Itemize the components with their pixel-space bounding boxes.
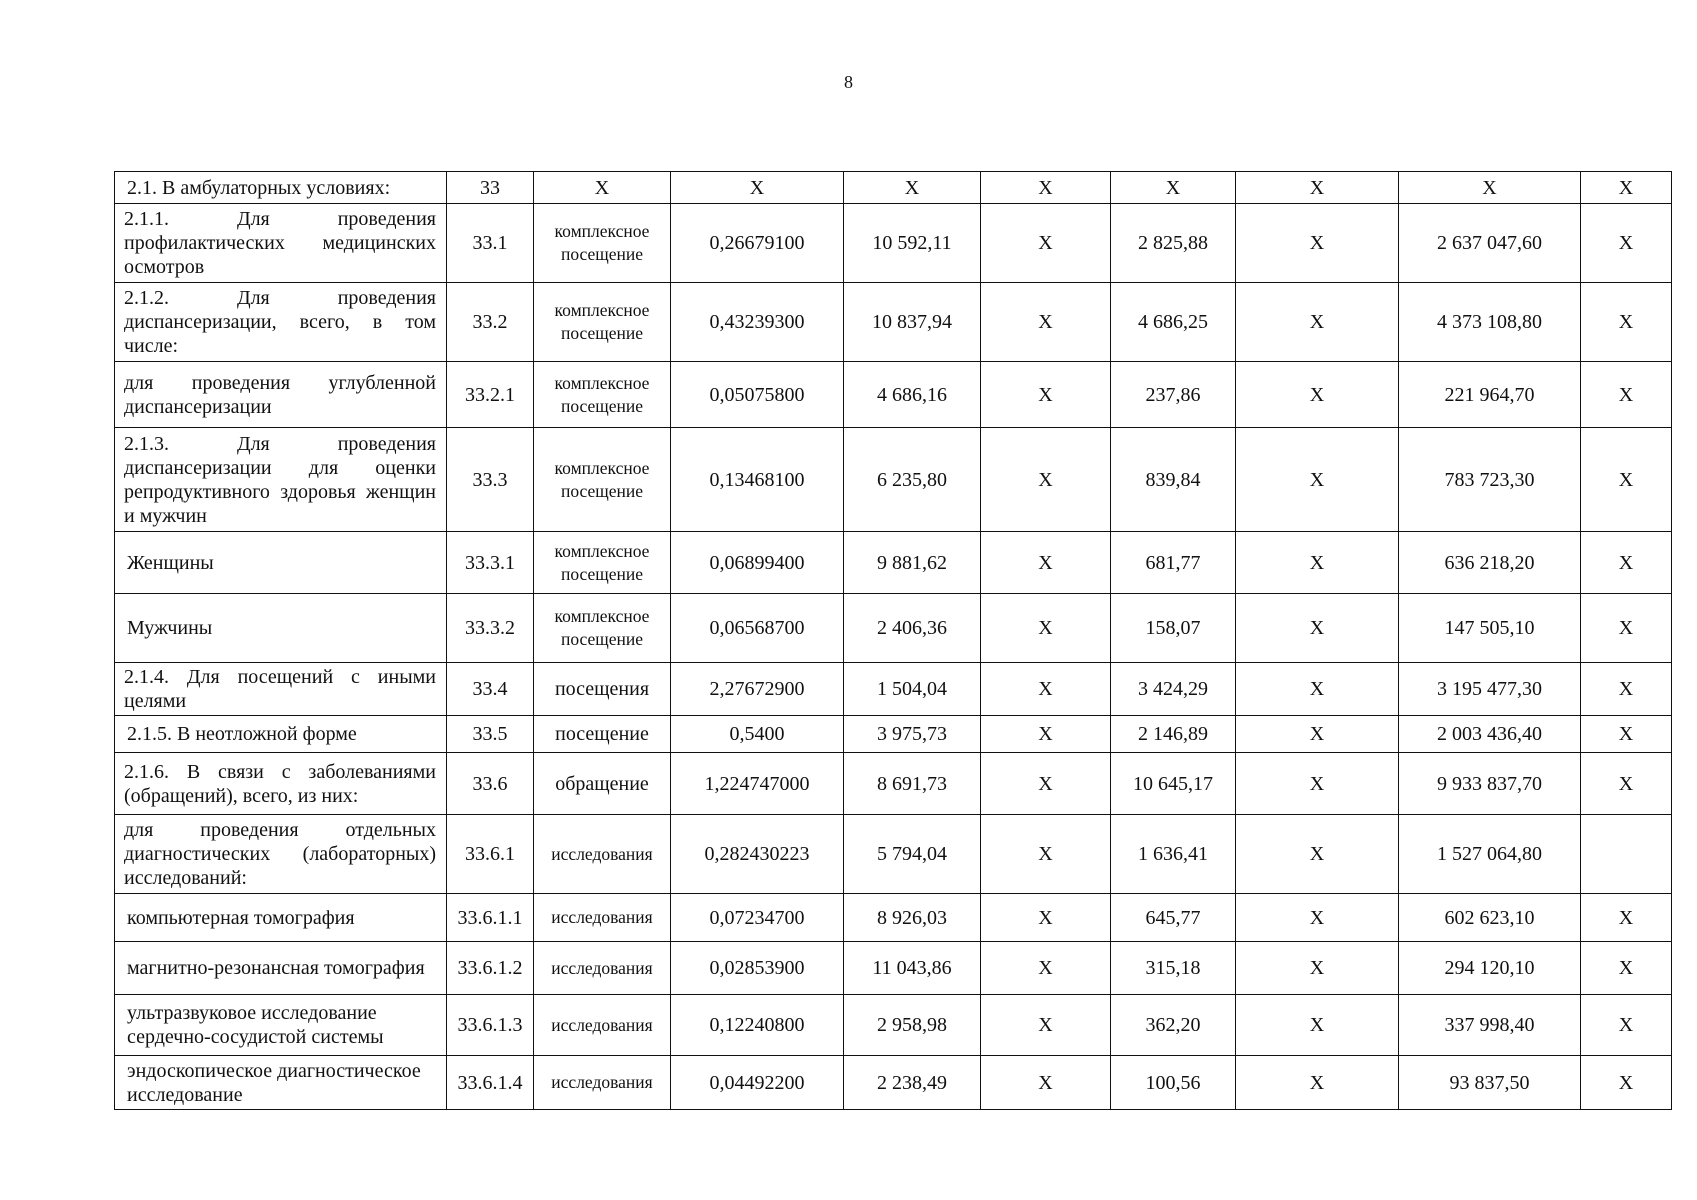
- value-cell: X: [1581, 753, 1672, 815]
- row-name-cell: 2.1.5. В неотложной форме: [115, 716, 447, 753]
- value-cell: 2 637 047,60: [1399, 204, 1581, 283]
- table-row: [115, 942, 1672, 995]
- table-row: [115, 204, 1672, 283]
- value-cell: X: [981, 283, 1111, 362]
- value-cell: X: [1399, 172, 1581, 204]
- value-cell: 602 623,10: [1399, 894, 1581, 942]
- value-cell: 10 592,11: [844, 204, 981, 283]
- value-cell: X: [1581, 1056, 1672, 1110]
- row-name-cell: 2.1.4. Для посещений с иными целями: [115, 663, 447, 716]
- row-name-cell: 2.1.3. Для проведения диспансеризации для оценки репродуктивного здоровья женщин и мужчин: [115, 428, 447, 532]
- value-cell: X: [1581, 716, 1672, 753]
- value-cell: X: [1236, 942, 1399, 995]
- row-name-cell: компьютерная томография: [115, 894, 447, 942]
- value-cell: X: [1581, 428, 1672, 532]
- value-cell: X: [981, 428, 1111, 532]
- value-cell: X: [981, 663, 1111, 716]
- row-code-cell: 33.4: [447, 663, 534, 716]
- value-cell: 2 238,49: [844, 1056, 981, 1110]
- value-cell: 4 686,25: [1111, 283, 1236, 362]
- row-code-cell: 33: [447, 172, 534, 204]
- value-cell: X: [1236, 1056, 1399, 1110]
- row-code-cell: 33.3.1: [447, 532, 534, 594]
- value-cell: 2 958,98: [844, 995, 981, 1056]
- value-cell: X: [981, 716, 1111, 753]
- value-cell: 0,43239300: [671, 283, 844, 362]
- row-name-cell: магнитно-резонансная томография: [115, 942, 447, 995]
- table-row: [115, 815, 1672, 894]
- value-cell: 681,77: [1111, 532, 1236, 594]
- row-code-cell: 33.6.1.4: [447, 1056, 534, 1110]
- value-cell: X: [981, 204, 1111, 283]
- row-code-cell: 33.6: [447, 753, 534, 815]
- table-row: [115, 716, 1672, 753]
- table-row: [115, 362, 1672, 428]
- unit-cell: обращение: [534, 753, 671, 815]
- value-cell: X: [1236, 663, 1399, 716]
- value-cell: 3 424,29: [1111, 663, 1236, 716]
- row-name-cell: 2.1.2. Для проведения диспансеризации, всего, в том числе:: [115, 283, 447, 362]
- table-row: [115, 663, 1672, 716]
- value-cell: 3 195 477,30: [1399, 663, 1581, 716]
- value-cell: 337 998,40: [1399, 995, 1581, 1056]
- row-name-cell: Мужчины: [115, 594, 447, 663]
- table-row: [115, 172, 1672, 204]
- row-code-cell: 33.3: [447, 428, 534, 532]
- value-cell: 2,27672900: [671, 663, 844, 716]
- table-row: [115, 594, 1672, 663]
- value-cell: X: [1236, 362, 1399, 428]
- row-name-cell: для проведения отдельных диагностических (лабораторных) исследований:: [115, 815, 447, 894]
- value-cell: 0,07234700: [671, 894, 844, 942]
- value-cell: X: [1581, 894, 1672, 942]
- value-cell: 11 043,86: [844, 942, 981, 995]
- value-cell: 783 723,30: [1399, 428, 1581, 532]
- value-cell: X: [1581, 942, 1672, 995]
- unit-cell: комплексное посещение: [534, 594, 671, 663]
- value-cell: 147 505,10: [1399, 594, 1581, 663]
- value-cell: 636 218,20: [1399, 532, 1581, 594]
- unit-cell: комплексное посещение: [534, 204, 671, 283]
- unit-cell: X: [534, 172, 671, 204]
- value-cell: 362,20: [1111, 995, 1236, 1056]
- value-cell: 2 003 436,40: [1399, 716, 1581, 753]
- row-name-cell: 2.1. В амбулаторных условиях:: [115, 172, 447, 204]
- value-cell: X: [671, 172, 844, 204]
- value-cell: X: [1581, 532, 1672, 594]
- row-code-cell: 33.6.1: [447, 815, 534, 894]
- value-cell: 8 691,73: [844, 753, 981, 815]
- unit-cell: комплексное посещение: [534, 362, 671, 428]
- table-row: [115, 995, 1672, 1056]
- medical-care-volume-table: [114, 171, 1672, 1110]
- value-cell: 158,07: [1111, 594, 1236, 663]
- value-cell: 8 926,03: [844, 894, 981, 942]
- value-cell: X: [1236, 283, 1399, 362]
- value-cell: 2 825,88: [1111, 204, 1236, 283]
- table-row: [115, 1056, 1672, 1110]
- value-cell: X: [1581, 283, 1672, 362]
- page-number: 8: [844, 72, 853, 92]
- value-cell: 4 373 108,80: [1399, 283, 1581, 362]
- table-row: [115, 894, 1672, 942]
- value-cell: 294 120,10: [1399, 942, 1581, 995]
- value-cell: 0,06899400: [671, 532, 844, 594]
- row-code-cell: 33.6.1.2: [447, 942, 534, 995]
- value-cell: 0,02853900: [671, 942, 844, 995]
- value-cell: X: [1236, 995, 1399, 1056]
- value-cell: 93 837,50: [1399, 1056, 1581, 1110]
- table-row: [115, 283, 1672, 362]
- value-cell: X: [1581, 204, 1672, 283]
- value-cell: [1581, 815, 1672, 894]
- value-cell: 100,56: [1111, 1056, 1236, 1110]
- value-cell: 1 636,41: [1111, 815, 1236, 894]
- table-row: [115, 753, 1672, 815]
- row-code-cell: 33.6.1.1: [447, 894, 534, 942]
- value-cell: X: [981, 532, 1111, 594]
- value-cell: X: [1581, 362, 1672, 428]
- value-cell: 0,26679100: [671, 204, 844, 283]
- row-code-cell: 33.1: [447, 204, 534, 283]
- value-cell: 10 837,94: [844, 283, 981, 362]
- unit-cell: комплексное посещение: [534, 532, 671, 594]
- value-cell: X: [1236, 716, 1399, 753]
- unit-cell: исследования: [534, 942, 671, 995]
- value-cell: 2 406,36: [844, 594, 981, 663]
- value-cell: 0,13468100: [671, 428, 844, 532]
- row-code-cell: 33.5: [447, 716, 534, 753]
- value-cell: X: [1581, 995, 1672, 1056]
- unit-cell: исследования: [534, 815, 671, 894]
- value-cell: X: [1111, 172, 1236, 204]
- table-row: [115, 428, 1672, 532]
- value-cell: X: [1236, 815, 1399, 894]
- value-cell: 0,5400: [671, 716, 844, 753]
- value-cell: 9 933 837,70: [1399, 753, 1581, 815]
- unit-cell: исследования: [534, 995, 671, 1056]
- value-cell: X: [981, 753, 1111, 815]
- unit-cell: комплексное посещение: [534, 428, 671, 532]
- row-code-cell: 33.2: [447, 283, 534, 362]
- value-cell: 5 794,04: [844, 815, 981, 894]
- value-cell: 0,04492200: [671, 1056, 844, 1110]
- value-cell: 2 146,89: [1111, 716, 1236, 753]
- value-cell: X: [981, 1056, 1111, 1110]
- value-cell: 0,05075800: [671, 362, 844, 428]
- unit-cell: посещение: [534, 716, 671, 753]
- value-cell: 315,18: [1111, 942, 1236, 995]
- value-cell: X: [844, 172, 981, 204]
- value-cell: 1 527 064,80: [1399, 815, 1581, 894]
- value-cell: X: [1236, 172, 1399, 204]
- value-cell: X: [981, 894, 1111, 942]
- row-name-cell: для проведения углубленной диспансеризации: [115, 362, 447, 428]
- value-cell: 3 975,73: [844, 716, 981, 753]
- value-cell: 221 964,70: [1399, 362, 1581, 428]
- value-cell: 1,224747000: [671, 753, 844, 815]
- value-cell: 839,84: [1111, 428, 1236, 532]
- value-cell: 10 645,17: [1111, 753, 1236, 815]
- value-cell: 0,282430223: [671, 815, 844, 894]
- value-cell: 6 235,80: [844, 428, 981, 532]
- value-cell: X: [981, 362, 1111, 428]
- value-cell: X: [981, 815, 1111, 894]
- value-cell: 9 881,62: [844, 532, 981, 594]
- value-cell: 237,86: [1111, 362, 1236, 428]
- value-cell: X: [1236, 594, 1399, 663]
- value-cell: X: [1236, 894, 1399, 942]
- value-cell: X: [1236, 532, 1399, 594]
- row-name-cell: Женщины: [115, 532, 447, 594]
- value-cell: 645,77: [1111, 894, 1236, 942]
- row-code-cell: 33.6.1.3: [447, 995, 534, 1056]
- value-cell: X: [981, 942, 1111, 995]
- value-cell: X: [1236, 204, 1399, 283]
- unit-cell: исследования: [534, 894, 671, 942]
- row-code-cell: 33.3.2: [447, 594, 534, 663]
- value-cell: 1 504,04: [844, 663, 981, 716]
- row-name-cell: 2.1.1. Для проведения профилактических медицинских осмотров: [115, 204, 447, 283]
- value-cell: X: [981, 172, 1111, 204]
- value-cell: X: [1581, 594, 1672, 663]
- value-cell: 4 686,16: [844, 362, 981, 428]
- unit-cell: посещения: [534, 663, 671, 716]
- row-code-cell: 33.2.1: [447, 362, 534, 428]
- row-name-cell: ультразвуковое исследование сердечно-сосудистой системы: [115, 995, 447, 1056]
- value-cell: X: [1581, 172, 1672, 204]
- table-row: [115, 532, 1672, 594]
- row-name-cell: эндоскопическое диагностическое исследование: [115, 1056, 447, 1110]
- unit-cell: исследования: [534, 1056, 671, 1110]
- value-cell: X: [981, 995, 1111, 1056]
- row-name-cell: 2.1.6. В связи с заболеваниями (обращений), всего, из них:: [115, 753, 447, 815]
- value-cell: X: [1236, 428, 1399, 532]
- value-cell: X: [981, 594, 1111, 663]
- value-cell: X: [1581, 663, 1672, 716]
- value-cell: 0,06568700: [671, 594, 844, 663]
- value-cell: X: [1236, 753, 1399, 815]
- unit-cell: комплексное посещение: [534, 283, 671, 362]
- value-cell: 0,12240800: [671, 995, 844, 1056]
